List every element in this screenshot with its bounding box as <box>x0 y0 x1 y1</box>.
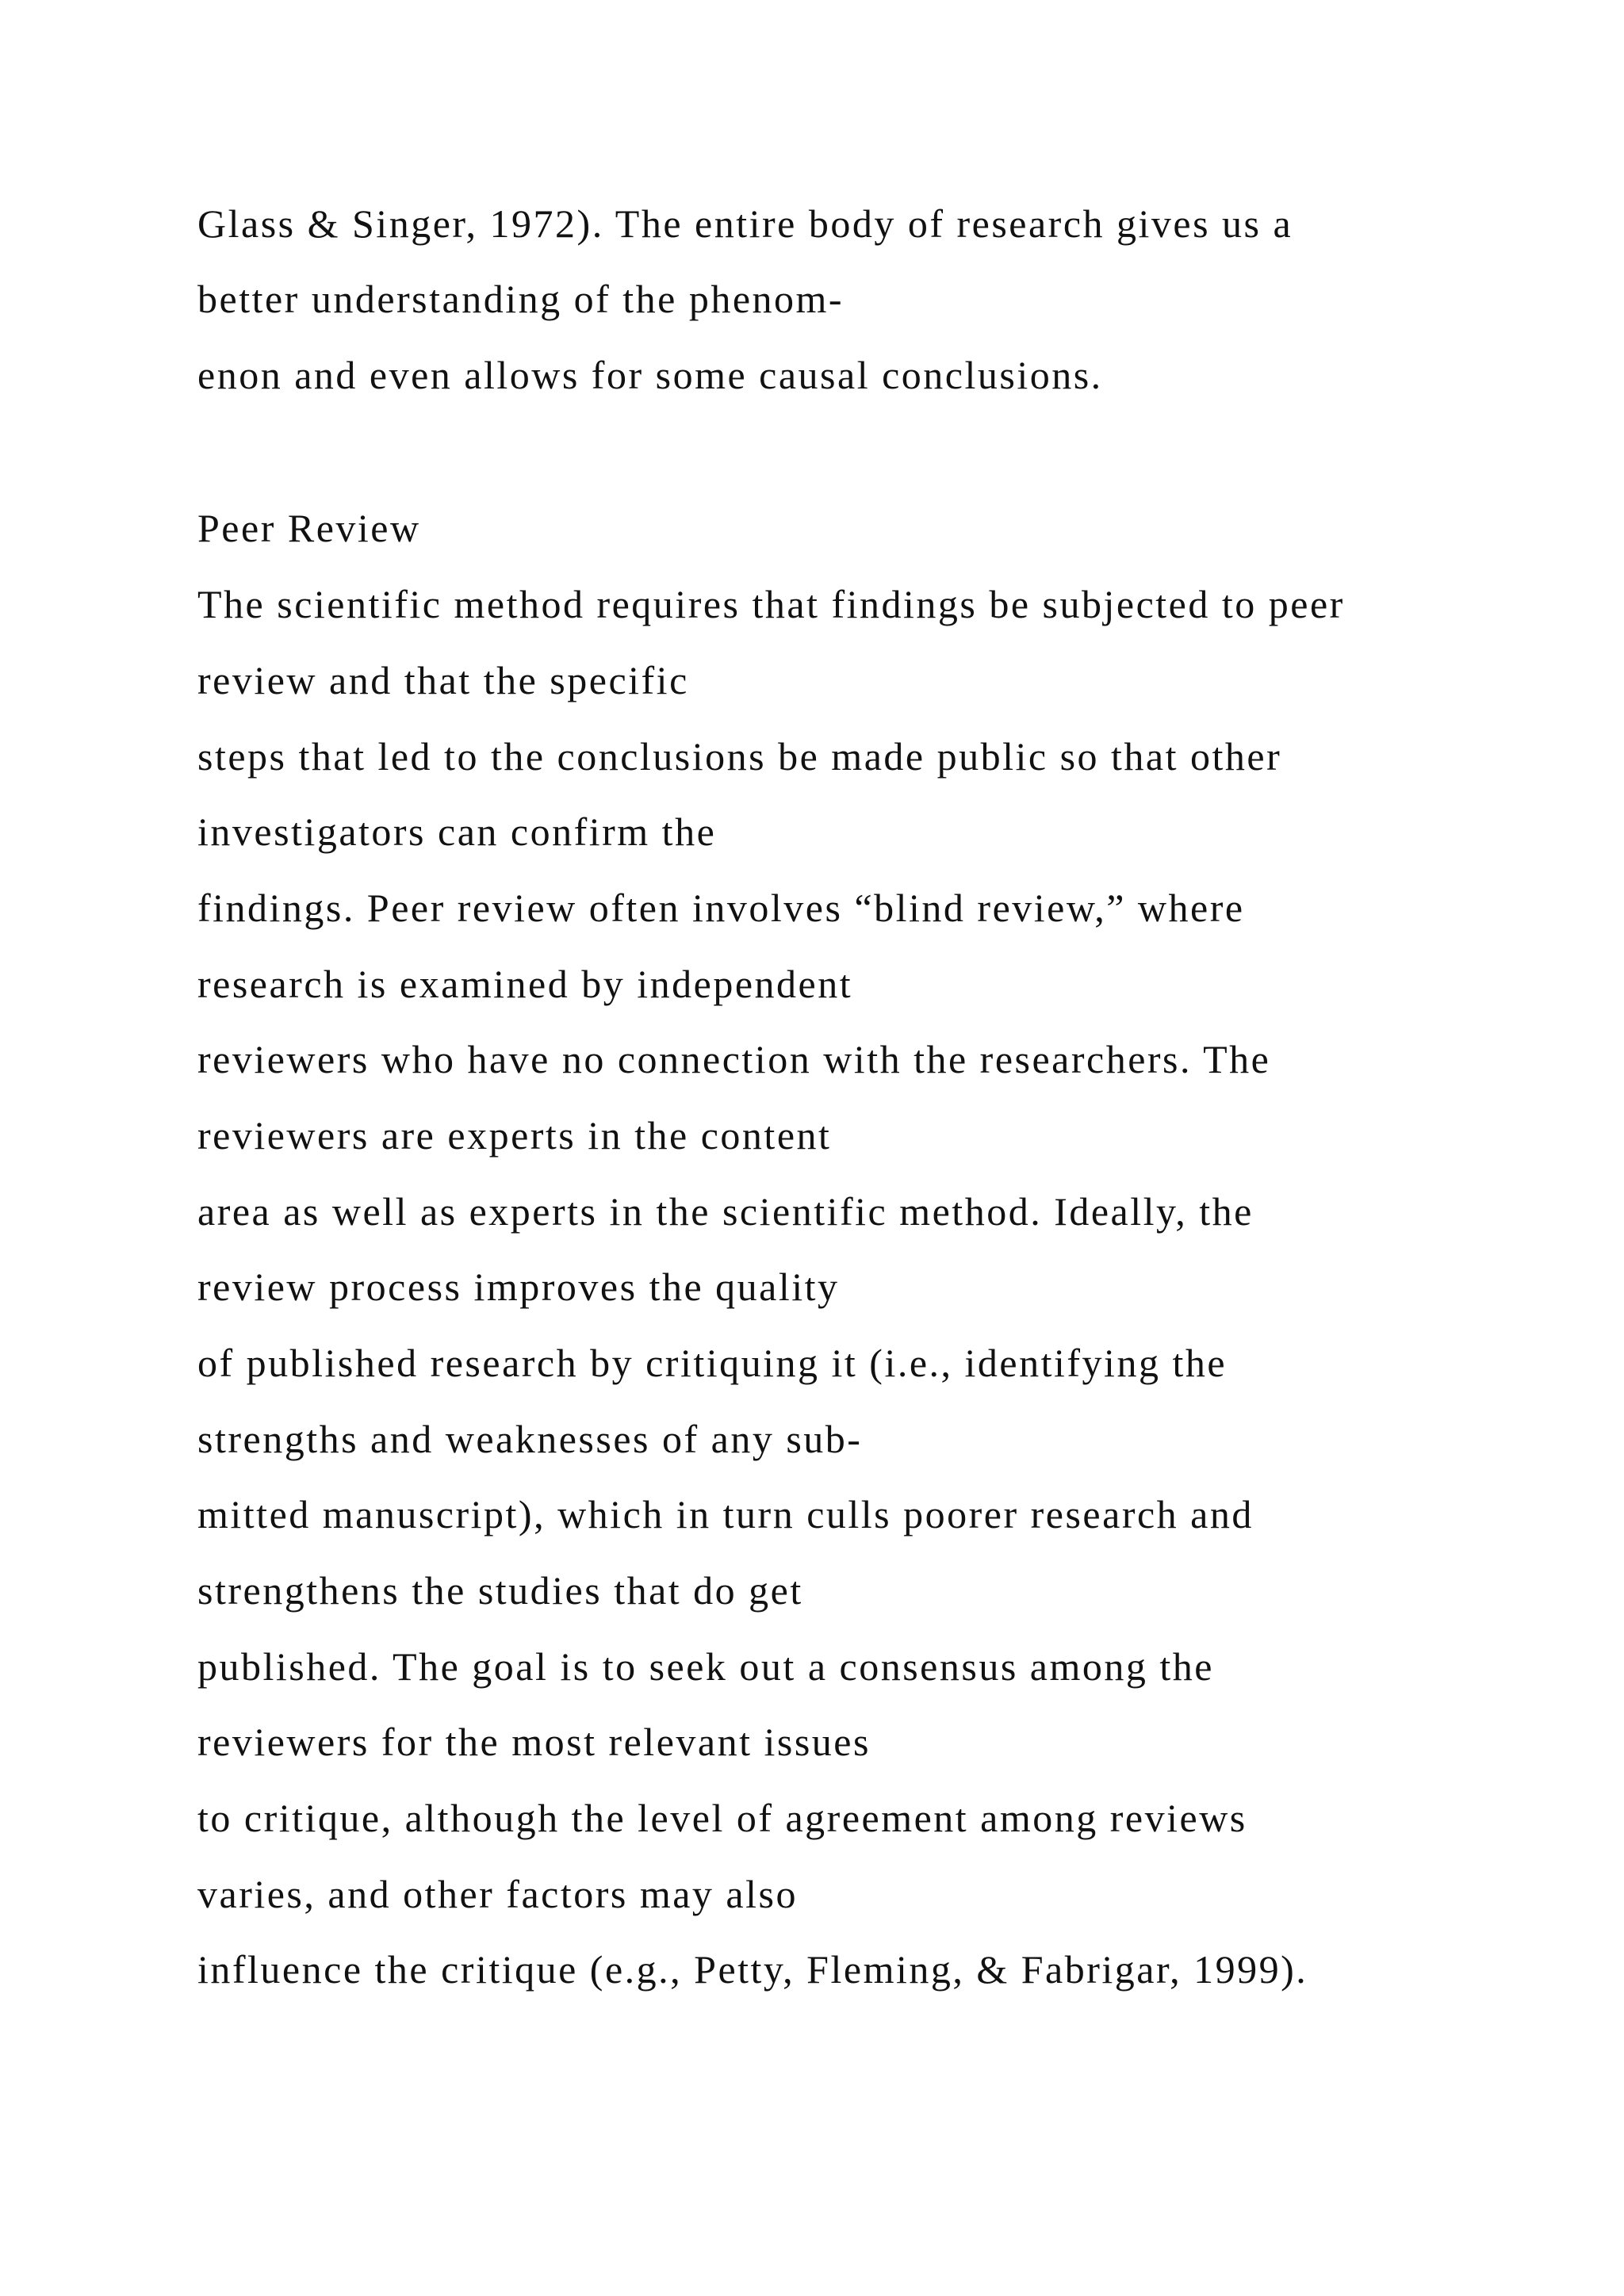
body-text-line: The scientific method requires that findings be subjected to peer <box>197 582 1345 626</box>
body-text-line: review process improves the quality <box>197 1265 840 1309</box>
body-text-line: of published research by critiquing it (i.e., identifying the <box>197 1341 1228 1385</box>
body-text-line: strengthens the studies that do get <box>197 1568 803 1613</box>
body-text-line: review and that the specific <box>197 658 689 702</box>
body-text-line: better understanding of the phenom- <box>197 277 845 321</box>
body-text-line: enon and even allows for some causal conclusions. <box>197 353 1103 397</box>
body-text-line: area as well as experts in the scientific method. Ideally, the <box>197 1189 1254 1234</box>
body-text-line: reviewers who have no connection with the researchers. The <box>197 1037 1271 1081</box>
body-text-line: influence the critique (e.g., Petty, Fleming, & Fabrigar, 1999). <box>197 1947 1308 1992</box>
body-text-line: strengths and weaknesses of any sub- <box>197 1417 863 1461</box>
body-text-line: varies, and other factors may also <box>197 1872 798 1916</box>
body-text-line: Glass & Singer, 1972). The entire body of research gives us a <box>197 201 1293 246</box>
body-text-line: reviewers are experts in the content <box>197 1113 832 1158</box>
body-text-line: findings. Peer review often involves “blind review,” where <box>197 886 1245 930</box>
body-text-line: research is examined by independent <box>197 962 853 1006</box>
section-heading: Peer Review <box>197 506 421 550</box>
body-text-line: reviewers for the most relevant issues <box>197 1720 871 1764</box>
body-text-line: steps that led to the conclusions be made public so that other <box>197 734 1282 779</box>
body-text-line: published. The goal is to seek out a consensus among the <box>197 1644 1214 1689</box>
body-text-line: investigators can confirm the <box>197 809 717 854</box>
body-text-line: to critique, although the level of agreement among reviews <box>197 1796 1247 1840</box>
body-text-line: mitted manuscript), which in turn culls poorer research and <box>197 1492 1254 1536</box>
